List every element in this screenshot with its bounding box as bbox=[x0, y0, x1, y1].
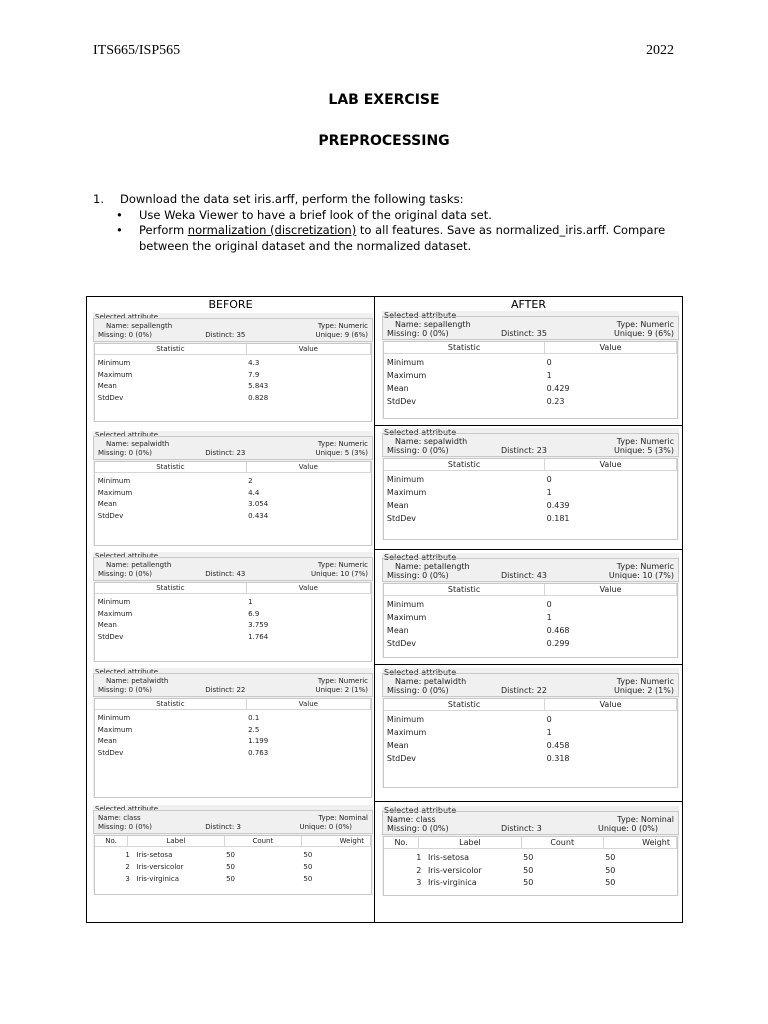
column-value: Value bbox=[247, 462, 371, 473]
stat-value: 1 bbox=[546, 728, 552, 737]
column-value: Value bbox=[247, 344, 371, 355]
bullet-icon: • bbox=[116, 207, 123, 222]
stat-label: Minimum bbox=[386, 600, 424, 609]
statistics-table bbox=[94, 461, 372, 546]
attribute-name: Name: sepalwidth bbox=[395, 437, 468, 446]
attribute-distinct: Distinct: 43 bbox=[205, 570, 246, 578]
stat-label: Maximum bbox=[97, 725, 133, 734]
attribute-panel-before bbox=[93, 313, 373, 422]
attribute-unique: Unique: 10 (7%) bbox=[608, 571, 674, 580]
column-statistic: Statistic bbox=[384, 459, 545, 471]
attribute-unique: Unique: 9 (6%) bbox=[315, 331, 368, 339]
stat-value: 0 bbox=[546, 475, 552, 484]
row-number: 1 bbox=[416, 853, 422, 862]
panel-legend: Selected attribute bbox=[384, 311, 457, 320]
statistics-table bbox=[94, 343, 372, 422]
attribute-distinct: Distinct: 35 bbox=[501, 329, 547, 338]
attribute-distinct: Distinct: 3 bbox=[205, 823, 241, 831]
task-bullet bbox=[116, 223, 676, 254]
task-bullets bbox=[116, 208, 676, 255]
attribute-type: Type: Numeric bbox=[616, 562, 674, 571]
attribute-panel-after bbox=[382, 311, 679, 419]
stat-value: 3.054 bbox=[248, 500, 269, 508]
column-value: Value bbox=[247, 699, 371, 710]
attribute-unique: Unique: 2 (1%) bbox=[613, 686, 674, 695]
attribute-info bbox=[93, 557, 373, 581]
bullet-text-pre: Perform bbox=[139, 223, 188, 237]
stat-label: StdDev bbox=[386, 397, 417, 406]
stat-value: 0.1 bbox=[248, 714, 260, 722]
column-header-before: BEFORE bbox=[208, 298, 253, 311]
stat-label: Mean bbox=[386, 384, 409, 393]
stat-label: Minimum bbox=[97, 714, 131, 722]
row-label: Iris-virginica bbox=[427, 878, 477, 887]
attribute-type: Type: Numeric bbox=[317, 322, 368, 330]
stat-value: 0.181 bbox=[546, 514, 570, 523]
stat-label: Mean bbox=[97, 500, 117, 508]
stat-value: 1 bbox=[546, 613, 552, 622]
panel-legend: Selected attribute bbox=[95, 668, 159, 676]
stat-value: 4.3 bbox=[248, 359, 260, 367]
stat-value: 3.759 bbox=[248, 621, 269, 629]
attribute-distinct: Distinct: 22 bbox=[501, 686, 547, 695]
attribute-unique: Unique: 0 (0%) bbox=[597, 824, 658, 833]
stat-value: 1 bbox=[546, 371, 552, 380]
attribute-unique: Unique: 2 (1%) bbox=[315, 686, 368, 694]
row-weight: 50 bbox=[303, 875, 313, 883]
stat-label: Maximum bbox=[386, 728, 427, 737]
attribute-missing: Missing: 0 (0%) bbox=[387, 824, 449, 833]
row-count: 50 bbox=[226, 875, 236, 883]
column-no: No. bbox=[384, 837, 419, 849]
attribute-type: Type: Numeric bbox=[317, 561, 368, 569]
attribute-panel-after bbox=[382, 668, 679, 788]
row-label: Iris-virginica bbox=[136, 875, 180, 883]
row-number: 2 bbox=[125, 863, 130, 871]
attribute-unique: Unique: 0 (0%) bbox=[299, 823, 352, 831]
column-label: Label bbox=[419, 837, 522, 849]
row-label: Iris-setosa bbox=[427, 853, 470, 862]
row-label: Iris-versicolor bbox=[136, 863, 184, 871]
row-weight: 50 bbox=[605, 853, 616, 862]
row-weight: 50 bbox=[605, 865, 616, 875]
column-statistic: Statistic bbox=[95, 583, 247, 594]
attribute-distinct: Distinct: 35 bbox=[205, 331, 246, 339]
row-number: 3 bbox=[125, 875, 130, 883]
attribute-info bbox=[93, 673, 373, 697]
statistics-table bbox=[383, 458, 678, 540]
attribute-panel-before bbox=[93, 805, 373, 895]
stat-label: Mean bbox=[97, 737, 117, 745]
stat-value: 0 bbox=[546, 600, 552, 609]
bullet-text: Use Weka Viewer to have a brief look of the original data set. bbox=[139, 207, 492, 222]
row-count: 50 bbox=[523, 853, 534, 862]
stat-value: 0.429 bbox=[546, 384, 570, 393]
stat-label: Minimum bbox=[386, 475, 424, 484]
stat-label: StdDev bbox=[386, 514, 417, 523]
column-count: Count bbox=[225, 836, 302, 847]
attribute-type: Type: Numeric bbox=[317, 677, 368, 685]
column-statistic: Statistic bbox=[95, 344, 247, 355]
stat-value: 0 bbox=[546, 358, 552, 367]
attribute-distinct: Distinct: 23 bbox=[501, 446, 547, 455]
attribute-missing: Missing: 0 (0%) bbox=[98, 570, 152, 578]
attribute-panel-after bbox=[382, 553, 679, 658]
column-value: Value bbox=[545, 699, 677, 711]
attribute-info bbox=[382, 558, 679, 582]
stat-value: 0.763 bbox=[248, 748, 269, 757]
stat-label: StdDev bbox=[97, 393, 124, 402]
label-table bbox=[383, 836, 678, 896]
column-statistic: Statistic bbox=[95, 699, 247, 710]
column-weight: Weight bbox=[604, 837, 677, 849]
stat-value: 5.843 bbox=[248, 382, 269, 390]
stat-label: Mean bbox=[386, 626, 409, 635]
attribute-distinct: Distinct: 22 bbox=[205, 686, 246, 694]
attribute-panel-before bbox=[93, 431, 373, 546]
stat-value: 1.199 bbox=[248, 737, 269, 745]
stat-value: 0.299 bbox=[546, 639, 570, 648]
column-count: Count bbox=[522, 837, 604, 849]
attribute-missing: Missing: 0 (0%) bbox=[387, 686, 449, 695]
row-divider bbox=[374, 801, 683, 802]
stat-label: StdDev bbox=[386, 639, 417, 648]
bullet-underlined: normalization (discretization) bbox=[187, 223, 357, 237]
column-divider bbox=[374, 296, 375, 923]
row-count: 50 bbox=[523, 878, 534, 887]
attribute-panel-before bbox=[93, 668, 373, 798]
panel-legend: Selected attribute bbox=[95, 313, 159, 321]
stat-value: 0.23 bbox=[546, 397, 565, 406]
attribute-name: Name: sepallength bbox=[395, 320, 471, 329]
attribute-missing: Missing: 0 (0%) bbox=[387, 329, 449, 338]
attribute-missing: Missing: 0 (0%) bbox=[98, 449, 152, 457]
stat-value: 1.764 bbox=[248, 632, 269, 641]
stat-label: StdDev bbox=[97, 632, 124, 641]
row-divider bbox=[374, 425, 683, 426]
attribute-missing: Missing: 0 (0%) bbox=[387, 571, 449, 580]
stat-value: 6.9 bbox=[248, 609, 260, 618]
stat-value: 7.9 bbox=[248, 370, 260, 379]
panel-legend: Selected attribute bbox=[384, 668, 457, 677]
attribute-name: Name: petallength bbox=[106, 561, 172, 569]
task-main: Download the data set iris.arff, perform the following tasks: bbox=[120, 192, 464, 206]
page-title: LAB EXERCISE bbox=[328, 92, 440, 108]
stat-label: Mean bbox=[97, 621, 117, 629]
statistics-table bbox=[383, 583, 678, 658]
stat-value: 0.828 bbox=[248, 393, 269, 402]
page-subtitle: PREPROCESSING bbox=[318, 133, 450, 149]
attribute-missing: Missing: 0 (0%) bbox=[98, 823, 152, 831]
stat-label: Maximum bbox=[386, 488, 427, 497]
stat-label: StdDev bbox=[97, 511, 124, 520]
attribute-type: Type: Nominal bbox=[617, 815, 674, 824]
attribute-unique: Unique: 9 (6%) bbox=[613, 329, 674, 338]
attribute-missing: Missing: 0 (0%) bbox=[387, 446, 449, 455]
statistics-table bbox=[383, 341, 678, 419]
attribute-name: Name: petalwidth bbox=[395, 677, 467, 686]
attribute-type: Type: Numeric bbox=[616, 320, 674, 329]
statistics-table bbox=[94, 698, 372, 798]
bullet-icon: • bbox=[116, 223, 123, 237]
stat-value: 0.434 bbox=[248, 511, 269, 520]
attribute-missing: Missing: 0 (0%) bbox=[98, 331, 152, 339]
stat-label: Minimum bbox=[97, 359, 131, 367]
attribute-name: Name: sepallength bbox=[106, 322, 173, 330]
task-bullet bbox=[116, 208, 676, 224]
attribute-unique: Unique: 5 (3%) bbox=[613, 446, 674, 455]
column-header-after: AFTER bbox=[511, 298, 546, 311]
attribute-name: Name: class bbox=[98, 814, 141, 822]
panel-legend: Selected attribute bbox=[95, 431, 159, 439]
stat-value: 0.439 bbox=[546, 501, 570, 510]
row-weight: 50 bbox=[303, 863, 313, 871]
attribute-info bbox=[382, 433, 679, 457]
attribute-info bbox=[93, 810, 373, 834]
attribute-name: Name: petalwidth bbox=[106, 677, 169, 685]
stat-label: Minimum bbox=[97, 477, 131, 485]
attribute-type: Type: Numeric bbox=[616, 677, 674, 686]
panel-legend: Selected attribute bbox=[95, 552, 159, 560]
column-value: Value bbox=[545, 342, 677, 354]
row-number: 1 bbox=[125, 851, 130, 859]
column-value: Value bbox=[247, 583, 371, 594]
panel-legend: Selected attribute bbox=[384, 428, 457, 437]
statistics-table bbox=[383, 698, 678, 788]
stat-label: Maximum bbox=[97, 488, 133, 497]
attribute-info bbox=[382, 673, 679, 697]
attribute-type: Type: Nominal bbox=[318, 814, 368, 822]
task-number: 1. bbox=[93, 192, 104, 206]
row-weight: 50 bbox=[303, 851, 313, 859]
statistics-table bbox=[94, 582, 372, 662]
stat-label: Minimum bbox=[386, 358, 424, 367]
attribute-name: Name: class bbox=[387, 815, 436, 824]
stat-value: 2.5 bbox=[248, 725, 260, 734]
stat-label: Mean bbox=[386, 501, 409, 510]
stat-value: 0 bbox=[546, 715, 552, 724]
stat-label: Mean bbox=[386, 741, 409, 750]
attribute-unique: Unique: 5 (3%) bbox=[315, 449, 368, 457]
attribute-info bbox=[93, 318, 373, 342]
bullet-text-post: to all features. Save as normalized_iris.arff. Compare between the original dataset and the normalized dataset. bbox=[139, 223, 666, 253]
panel-legend: Selected attribute bbox=[95, 805, 159, 813]
header-year: 2022 bbox=[646, 43, 674, 58]
attribute-name: Name: petallength bbox=[395, 562, 470, 571]
row-divider bbox=[374, 549, 683, 550]
row-label: Iris-versicolor bbox=[427, 865, 482, 875]
column-weight: Weight bbox=[302, 836, 371, 847]
column-statistic: Statistic bbox=[95, 462, 247, 473]
attribute-panel-before bbox=[93, 552, 373, 662]
column-statistic: Statistic bbox=[384, 699, 545, 711]
stat-label: Maximum bbox=[386, 371, 427, 380]
stat-label: Mean bbox=[97, 382, 117, 390]
stat-label: Maximum bbox=[386, 613, 427, 622]
panel-legend: Selected attribute bbox=[384, 806, 457, 815]
row-count: 50 bbox=[226, 863, 236, 871]
row-weight: 50 bbox=[605, 878, 616, 887]
stat-label: Minimum bbox=[386, 715, 424, 724]
attribute-missing: Missing: 0 (0%) bbox=[98, 686, 152, 694]
attribute-unique: Unique: 10 (7%) bbox=[311, 570, 368, 578]
row-count: 50 bbox=[523, 865, 534, 875]
attribute-distinct: Distinct: 23 bbox=[205, 449, 246, 457]
stat-label: Maximum bbox=[97, 370, 133, 379]
column-label: Label bbox=[128, 836, 225, 847]
attribute-distinct: Distinct: 43 bbox=[501, 571, 547, 580]
label-table bbox=[94, 835, 372, 895]
column-value: Value bbox=[545, 584, 677, 596]
stat-label: StdDev bbox=[97, 748, 124, 757]
header-course: ITS665/ISP565 bbox=[93, 43, 181, 58]
stat-value: 4.4 bbox=[248, 488, 260, 497]
column-value: Value bbox=[545, 459, 677, 471]
row-count: 50 bbox=[226, 851, 236, 859]
attribute-type: Type: Numeric bbox=[317, 440, 368, 448]
attribute-panel-after bbox=[382, 428, 679, 540]
attribute-panel-after bbox=[382, 806, 679, 896]
row-number: 3 bbox=[416, 878, 422, 887]
row-number: 2 bbox=[416, 865, 422, 875]
attribute-info bbox=[382, 811, 679, 835]
attribute-info bbox=[93, 436, 373, 460]
column-statistic: Statistic bbox=[384, 342, 545, 354]
attribute-info bbox=[382, 316, 679, 340]
stat-value: 0.468 bbox=[546, 626, 570, 635]
stat-label: Maximum bbox=[97, 609, 133, 618]
row-label: Iris-setosa bbox=[136, 851, 173, 859]
row-divider bbox=[374, 664, 683, 665]
stat-value: 1 bbox=[248, 598, 253, 606]
column-no: No. bbox=[95, 836, 128, 847]
stat-value: 1 bbox=[546, 488, 552, 497]
attribute-distinct: Distinct: 3 bbox=[501, 824, 542, 833]
stat-label: Minimum bbox=[97, 598, 131, 606]
stat-value: 0.458 bbox=[546, 741, 570, 750]
stat-label: StdDev bbox=[386, 754, 417, 763]
panel-legend: Selected attribute bbox=[384, 553, 457, 562]
stat-value: 0.318 bbox=[546, 754, 570, 763]
attribute-name: Name: sepalwidth bbox=[106, 440, 170, 448]
attribute-type: Type: Numeric bbox=[616, 437, 674, 446]
column-statistic: Statistic bbox=[384, 584, 545, 596]
stat-value: 2 bbox=[248, 477, 253, 485]
